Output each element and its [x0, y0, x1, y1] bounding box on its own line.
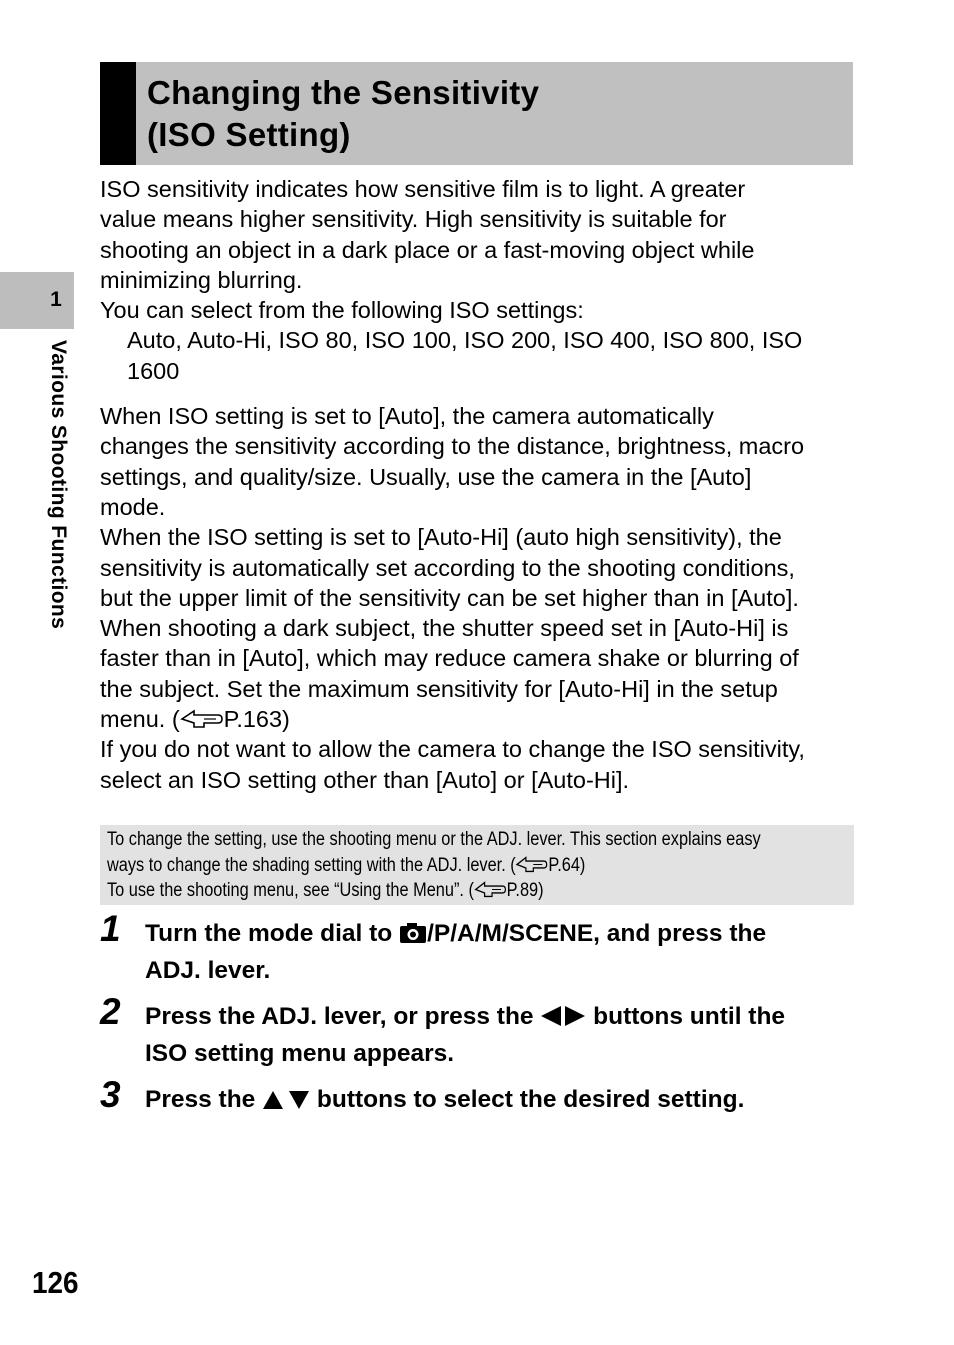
chapter-number: 1 — [50, 288, 62, 311]
manual-line: select an ISO setting other than [Auto] or [Auto-Hi]. — [100, 766, 630, 793]
title-accent-bar — [100, 62, 136, 165]
note-line-prefix: ways to change the shading setting with the ADJ. lever. ( — [107, 854, 516, 876]
step-line-suffix: buttons to select the desired setting. — [310, 1086, 745, 1113]
note-line-prefix: To use the shooting menu, see “Using the Menu”. ( — [107, 880, 474, 901]
title-line-1: Changing the Sensitivity — [147, 74, 540, 111]
step-text — [145, 917, 860, 988]
body-text — [100, 174, 860, 795]
intro-line: ISO sensitivity indicates how sensitive film is to light. A greater — [100, 176, 746, 202]
auto-line: mode. — [100, 493, 166, 520]
step-number: 1 — [100, 908, 121, 949]
autohi-line: the subject. Set the maximum sensitivity for [Auto-Hi] in the setup — [100, 675, 778, 702]
left-right-arrows-icon — [540, 1003, 586, 1037]
autohi-line-prefix: menu. ( — [100, 706, 180, 733]
step-line-prefix: Press the — [145, 1086, 263, 1113]
step-text — [145, 1000, 860, 1071]
step-number: 2 — [100, 991, 121, 1032]
step-line — [145, 1000, 860, 1037]
up-down-arrows-icon — [262, 1086, 310, 1120]
title-line-2: (ISO Setting) — [147, 116, 351, 153]
step-line-suffix: buttons until the — [586, 1003, 786, 1030]
note-line — [107, 878, 761, 904]
autohi-line: but the upper limit of the sensitivity can be set higher than in [Auto]. — [100, 584, 799, 611]
auto-line: settings, and quality/size. Usually, use the camera in the [Auto] — [100, 463, 752, 490]
step-line: ADJ. lever. — [145, 957, 271, 984]
step-line — [145, 917, 860, 954]
note-box — [100, 825, 854, 905]
note-text — [107, 827, 761, 904]
intro-line: value means higher sensitivity. High sensitivity is suitable for — [100, 206, 727, 233]
autohi-line — [100, 704, 860, 734]
step-line-prefix: Turn the mode dial to — [145, 920, 400, 947]
step-line-suffix: /P/A/M/SCENE, and press the — [427, 920, 767, 947]
camera-icon — [399, 920, 427, 954]
iso-options-line: Auto, Auto-Hi, ISO 80, ISO 100, ISO 200, ISO 400, ISO 800, ISO — [127, 327, 803, 354]
note-line: To change the setting, use the shooting menu or the ADJ. lever. This section explains easy — [107, 829, 761, 850]
page-reference-link[interactable]: P.163) — [223, 706, 290, 733]
autohi-line: When shooting a dark subject, the shutter speed set in [Auto-Hi] is — [100, 615, 789, 642]
step-line — [145, 1083, 860, 1120]
reference-hand-icon — [474, 880, 507, 899]
chapter-title: Various Shooting Functions — [47, 340, 70, 630]
reference-hand-icon — [180, 708, 224, 730]
select-line: You can select from the following ISO settings: — [100, 297, 584, 324]
autohi-line: When the ISO setting is set to [Auto-Hi] (auto high sensitivity), the — [100, 524, 782, 551]
page-number: 126 — [32, 1265, 79, 1300]
intro-line: shooting an object in a dark place or a fast-moving object while — [100, 236, 755, 263]
page-title — [147, 72, 837, 156]
note-line — [107, 853, 761, 879]
page-reference-link[interactable]: P.89) — [506, 880, 544, 901]
autohi-line: sensitivity is automatically set according to the shooting conditions, — [100, 554, 795, 581]
section-title-banner — [100, 62, 853, 165]
page-reference-link[interactable]: P.64) — [548, 854, 586, 876]
step-number: 3 — [100, 1074, 121, 1115]
step-line-prefix: Press the ADJ. lever, or press the — [145, 1003, 541, 1030]
manual-line: If you do not want to allow the camera to change the ISO sensitivity, — [100, 736, 805, 763]
reference-hand-icon — [516, 855, 549, 874]
intro-line: minimizing blurring. — [100, 266, 303, 293]
auto-line: When ISO setting is set to [Auto], the camera automatically — [100, 403, 714, 430]
auto-line: changes the sensitivity according to the distance, brightness, macro — [100, 433, 805, 460]
step-text — [145, 1083, 860, 1120]
iso-options-line: 1600 — [127, 357, 180, 384]
step-line: ISO setting menu appears. — [145, 1040, 455, 1067]
autohi-line: faster than in [Auto], which may reduce camera shake or blurring of — [100, 645, 799, 672]
